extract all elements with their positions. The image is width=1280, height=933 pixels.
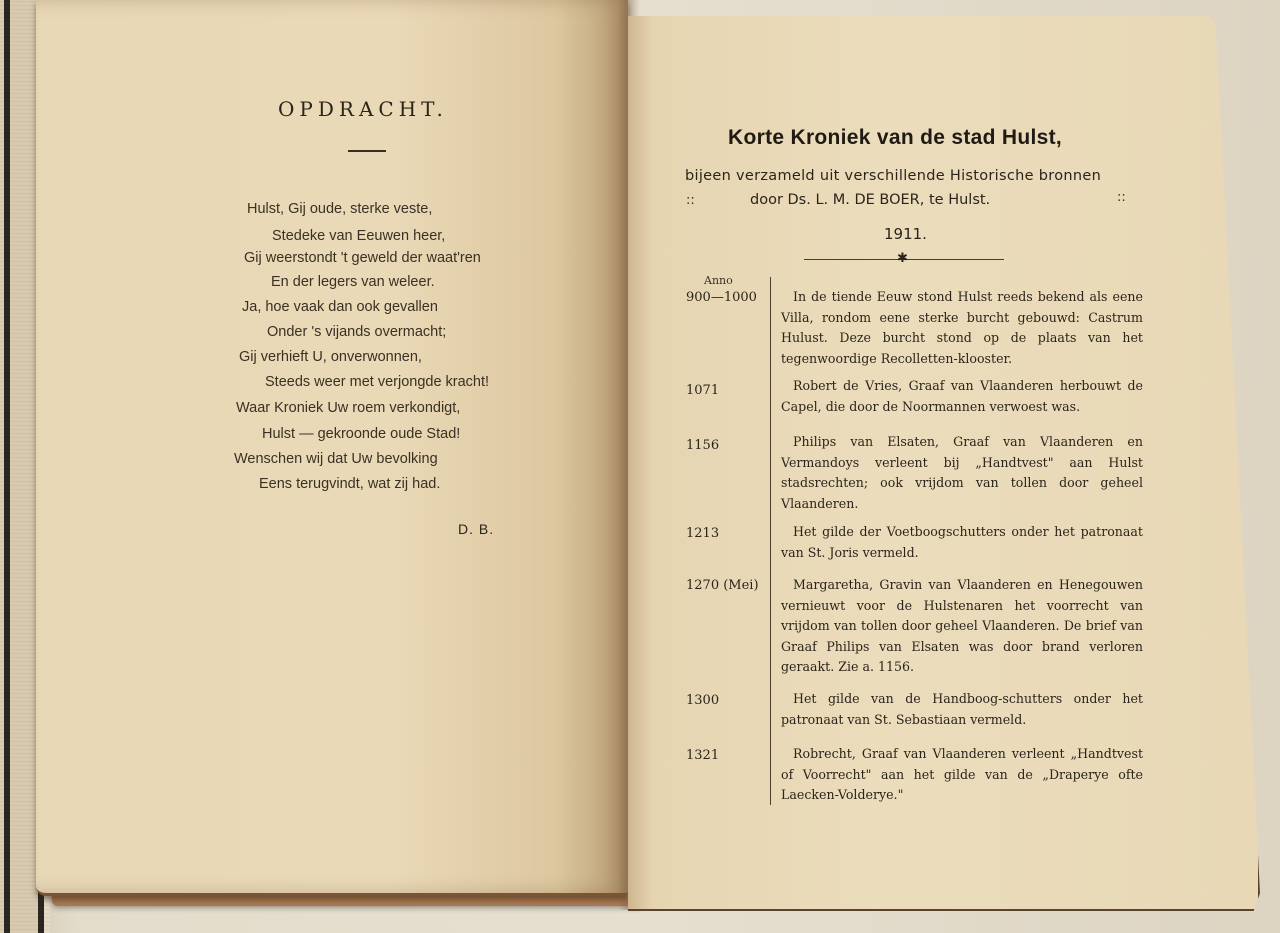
- entry-text: In de tiende Eeuw stond Hulst reeds bekend als eene Villa, rondom eene sterke burcht gebouwd: Castrum Hulust. Deze burcht stond op de plaats van het tegenwoordige Recolletten-klooster.: [781, 289, 1143, 366]
- entry-year: 1213: [686, 526, 720, 541]
- entry-text: Margaretha, Gravin van Vlaanderen en Henegouwen vernieuwt voor de Hulstenaren het voorrecht van vrijdom van tollen door geheel Vlaanderen. De brief van Graaf Philips van Elsaten was door brand verloren geraakt. Zie a. 1156.: [781, 577, 1143, 674]
- poem-line: Gij weerstondt 't geweld der waat'ren: [244, 250, 481, 266]
- entry-year: 1156: [686, 438, 720, 453]
- title-divider: [348, 150, 386, 152]
- entry-text: Robrecht, Graaf van Vlaanderen verleent „Handtvest of Voorrecht" aan het gilde van de „Draperye ofte Laecken-Volderye.": [781, 746, 1143, 802]
- entry-year: 1270 (Mei): [686, 578, 759, 593]
- entry-text: Het gilde van de Handboog-schutters onder het patronaat van St. Sebastiaan vermeld.: [781, 691, 1143, 727]
- chronicle-author: door Ds. L. M. DE BOER, te Hulst.: [750, 192, 991, 208]
- poem-line: Steeds weer met verjongde kracht!: [265, 374, 490, 390]
- left-page: [36, 0, 628, 896]
- dedication-title: OPDRACHT.: [278, 97, 448, 121]
- poem-line: Stedeke van Eeuwen heer,: [272, 228, 446, 244]
- poem-line: Eens terugvindt, wat zij had.: [259, 476, 441, 492]
- chronicle-title: Korte Kroniek van de stad Hulst,: [728, 126, 1063, 149]
- poem-line: Gij verhieft U, onverwonnen,: [239, 349, 422, 365]
- entry-text: Robert de Vries, Graaf van Vlaanderen herbouwt de Capel, die door de Noormannen verwoest was.: [781, 378, 1143, 414]
- poem-line: Hulst — gekroonde oude Stad!: [262, 426, 461, 442]
- ornament-dots-icon: ::: [686, 193, 695, 208]
- chronicle-subtitle: bijeen verzameld uit verschillende Historische bronnen: [685, 168, 1102, 184]
- entry-text: Philips van Elsaten, Graaf van Vlaanderen en Vermandoys verleent bij „Handtvest" aan Hulst stadsrechten; ook vrijdom van tollen door geheel Vlaanderen.: [781, 434, 1143, 511]
- publication-year: 1911.: [884, 225, 927, 243]
- dedication-signature: D. B.: [458, 521, 495, 537]
- ornament-dots-icon: ::: [1117, 190, 1126, 205]
- entry-year: 1071: [686, 383, 720, 398]
- poem-line: En der legers van weleer.: [271, 274, 435, 290]
- poem-line: Waar Kroniek Uw roem verkondigt,: [236, 400, 461, 416]
- entry-text: Het gilde der Voetboogschutters onder het patronaat van St. Joris vermeld.: [781, 524, 1143, 560]
- poem-line: Onder 's vijands overmacht;: [267, 324, 447, 340]
- entry-year: 1321: [686, 748, 720, 763]
- poem-line: Ja, hoe vaak dan ook gevallen: [242, 299, 438, 315]
- anno-label: Anno: [704, 274, 733, 287]
- poem-line: Wenschen wij dat Uw bevolking: [234, 451, 438, 467]
- entry-year: 900—1000: [686, 290, 757, 305]
- entry-year: 1300: [686, 693, 720, 708]
- timeline-divider: [770, 277, 771, 805]
- asterisk-ornament-icon: ✱: [897, 251, 908, 266]
- poem-line: Hulst, Gij oude, sterke veste,: [247, 201, 433, 217]
